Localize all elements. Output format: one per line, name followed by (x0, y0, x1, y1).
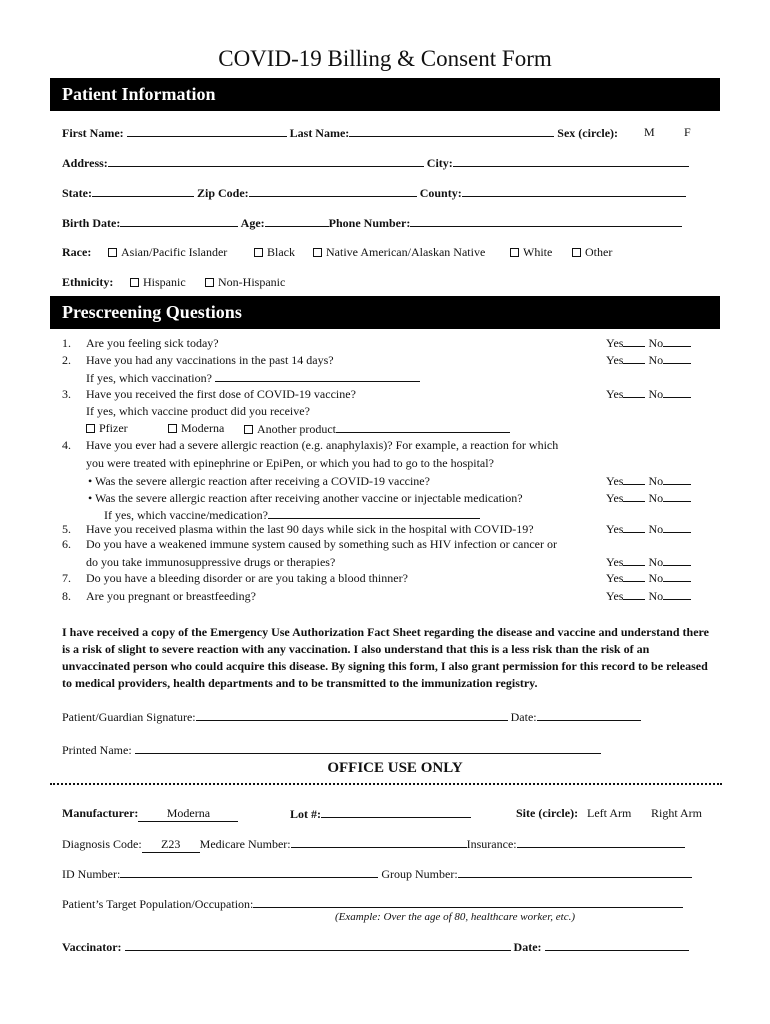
no-blank[interactable] (663, 571, 691, 582)
id-number-row (62, 866, 692, 882)
question-number: 1. (62, 336, 71, 350)
city-label: City: (426, 156, 453, 170)
answer-q1[interactable] (606, 336, 691, 351)
id-number-label: ID Number: (62, 867, 121, 881)
answer-q8[interactable] (606, 589, 691, 604)
diagnosis-field[interactable]: Z23 (142, 837, 200, 853)
ethnicity-option-label: Hispanic (143, 275, 186, 289)
age-field[interactable] (265, 215, 329, 227)
phone-field[interactable] (410, 215, 682, 227)
vaccine-option-label: Another product (257, 422, 336, 436)
yes-label: Yes (606, 491, 624, 505)
question-number: 2. (62, 353, 71, 367)
id-number-field[interactable] (120, 866, 378, 878)
no-label: No (648, 555, 664, 569)
no-label: No (648, 589, 664, 603)
medicare-label: Medicare Number: (199, 837, 291, 851)
question-2: Have you had any vaccinations in the past 14 days? (86, 353, 334, 367)
signature-date-label: Date: (510, 710, 537, 724)
checkbox[interactable] (168, 424, 177, 433)
no-blank[interactable] (663, 474, 691, 485)
yes-blank[interactable] (623, 491, 645, 502)
birth-date-field[interactable] (120, 215, 238, 227)
address-row (62, 155, 689, 171)
target-population-row (62, 896, 683, 912)
printed-name-label: Printed Name: (62, 743, 132, 757)
no-blank[interactable] (663, 336, 691, 347)
yes-blank[interactable] (623, 571, 645, 582)
vaccine-option-label: Moderna (181, 421, 225, 435)
consent-statement: I have received a copy of the Emergency Use Authorization Fact Sheet regarding the disease and vaccine and understand there is a risk of slight to severe reaction with any vaccination. I also understand that this is a less risk than the risk of an unvaccinated person who could acquire this disease. By signing this form, I also grant permission for this record to be released to medical providers, health departments and to be transmitted to the immunization registry. (62, 625, 709, 690)
lot-label: Lot #: (290, 807, 321, 821)
state-field[interactable] (92, 185, 194, 197)
signature-label: Patient/Guardian Signature: (62, 710, 196, 724)
yes-blank[interactable] (623, 387, 645, 398)
checkbox[interactable] (130, 278, 139, 287)
race-option-black[interactable] (254, 245, 295, 260)
no-blank[interactable] (663, 387, 691, 398)
vaccine-option-moderna[interactable] (168, 421, 224, 436)
vaccine-option-pfizer[interactable] (86, 421, 128, 436)
yes-blank[interactable] (623, 336, 645, 347)
race-option-label: Asian/Pacific Islander (121, 245, 228, 259)
checkbox[interactable] (572, 248, 581, 257)
yes-blank[interactable] (623, 589, 645, 600)
no-label: No (648, 353, 664, 367)
county-field[interactable] (462, 185, 686, 197)
age-label: Age: (240, 216, 265, 230)
question-4-followup (104, 507, 480, 523)
question-7: Do you have a bleeding disorder or are you taking a blood thinner? (86, 571, 408, 585)
no-blank[interactable] (663, 589, 691, 600)
race-option-label: White (523, 245, 553, 259)
no-label: No (648, 491, 664, 505)
first-name-row (62, 125, 618, 141)
signature-row (62, 709, 641, 725)
no-blank[interactable] (663, 491, 691, 502)
site-label-text: Site (circle): (516, 806, 579, 820)
printed-name-field[interactable] (135, 742, 601, 754)
race-label: Race: (62, 245, 92, 259)
manufacturer-field[interactable]: Moderna (138, 806, 238, 822)
yes-blank[interactable] (623, 555, 645, 566)
diagnosis-row (62, 836, 685, 853)
site-right-arm[interactable]: Right Arm (651, 806, 703, 820)
manufacturer-row (62, 806, 238, 822)
signature-field[interactable] (196, 709, 508, 721)
yes-label: Yes (606, 589, 624, 603)
phone-label: Phone Number: (328, 216, 411, 230)
vaccinator-date-label: Date: (513, 940, 542, 954)
question-4-bullet-2: • Was the severe allergic reaction after receiving another vaccine or injectable medication? (88, 491, 523, 505)
question-5: Have you received plasma within the last 90 days while sick in the hospital with COVID-19? (86, 522, 534, 536)
zip-label: Zip Code: (197, 186, 249, 200)
question-4-bullet-1: • Was the severe allergic reaction after receiving a COVID-19 vaccine? (88, 474, 430, 488)
sex-label: Sex (circle): (557, 126, 619, 140)
ethnicity-option-hispanic[interactable] (130, 275, 186, 290)
race-option-label: Other (585, 245, 613, 259)
vaccinator-label: Vaccinator: (62, 940, 122, 954)
question-4-line-1: Have you ever had a severe allergic reaction (e.g. anaphylaxis)? For example, a reaction for which (86, 438, 559, 452)
question-8: Are you pregnant or breastfeeding? (86, 589, 256, 603)
question-3: Have you received the first dose of COVID-19 vaccine? (86, 387, 356, 401)
yes-label: Yes (606, 522, 624, 536)
answer-q2[interactable] (606, 353, 691, 368)
lot-row (290, 806, 471, 822)
address-label: Address: (62, 156, 108, 170)
checkbox[interactable] (244, 425, 253, 434)
office-divider (50, 783, 722, 785)
site-label (516, 806, 578, 821)
no-label: No (648, 474, 664, 488)
checkbox[interactable] (205, 278, 214, 287)
question-4-followup-label: If yes, which vaccine/medication? (104, 508, 268, 522)
question-number: 8. (62, 589, 71, 603)
question-number: 6. (62, 537, 71, 551)
race-option-asian[interactable] (108, 245, 227, 260)
sex-f-option[interactable]: F (684, 125, 691, 139)
first-name-field[interactable] (127, 125, 287, 137)
question-number: 3. (62, 387, 71, 401)
answer-q4b[interactable] (606, 491, 691, 506)
answer-q6[interactable] (606, 555, 691, 570)
sex-m-option[interactable]: M (644, 125, 655, 139)
yes-label: Yes (606, 353, 624, 367)
yes-label: Yes (606, 387, 624, 401)
checkbox[interactable] (108, 248, 117, 257)
question-1: Are you feeling sick today? (86, 336, 219, 350)
medication-field[interactable] (268, 507, 480, 519)
birth-date-label: Birth Date: (62, 216, 121, 230)
question-2-followup (86, 370, 420, 386)
office-use-heading: OFFICE USE ONLY (327, 760, 463, 776)
group-number-label: Group Number: (381, 867, 458, 881)
checkbox[interactable] (86, 424, 95, 433)
question-4-bullet-2-text: Was the severe allergic reaction after receiving another vaccine or injectable medication? (94, 491, 523, 505)
race-option-other[interactable] (572, 245, 612, 260)
vaccinator-field[interactable] (125, 939, 511, 951)
target-population-field[interactable] (253, 896, 683, 908)
question-6-line-2: do you take immunosuppressive drugs or therapies? (86, 555, 336, 569)
question-number: 4. (62, 438, 71, 452)
address-field[interactable] (108, 155, 424, 167)
medicare-field[interactable] (291, 836, 467, 848)
answer-q4a[interactable] (606, 474, 691, 489)
manufacturer-label: Manufacturer: (62, 806, 139, 820)
ethnicity-option-label: Non-Hispanic (218, 275, 286, 289)
vaccine-option-another[interactable] (244, 421, 510, 437)
county-label: County: (419, 186, 462, 200)
birth-date-row (62, 215, 682, 231)
vaccine-option-label: Pfizer (99, 421, 128, 435)
form-title: COVID-19 Billing & Consent Form (218, 46, 552, 71)
group-number-field[interactable] (458, 866, 692, 878)
no-blank[interactable] (663, 353, 691, 364)
zip-field[interactable] (249, 185, 417, 197)
no-label: No (648, 387, 664, 401)
patient-information-header: Patient Information (50, 78, 720, 111)
yes-label: Yes (606, 336, 624, 350)
no-blank[interactable] (663, 522, 691, 533)
checkbox[interactable] (510, 248, 519, 257)
vaccination-field[interactable] (215, 370, 420, 382)
no-blank[interactable] (663, 555, 691, 566)
checkbox[interactable] (313, 248, 322, 257)
checkbox[interactable] (254, 248, 263, 257)
another-product-field[interactable] (336, 421, 510, 433)
last-name-field[interactable] (349, 125, 554, 137)
race-option-white[interactable] (510, 245, 552, 260)
yes-blank[interactable] (623, 522, 645, 533)
lot-field[interactable] (321, 806, 471, 818)
question-number: 5. (62, 522, 71, 536)
question-2-followup-label: If yes, which vaccination? (86, 371, 212, 385)
yes-blank[interactable] (623, 474, 645, 485)
race-option-label: Black (267, 245, 295, 259)
printed-name-row (62, 742, 601, 758)
diagnosis-label: Diagnosis Code: (62, 837, 142, 851)
answer-q3[interactable] (606, 387, 691, 402)
prescreening-questions-header: Prescreening Questions (50, 296, 720, 329)
insurance-label: Insurance: (466, 837, 517, 851)
yes-label: Yes (606, 571, 624, 585)
ethnicity-option-non-hispanic[interactable] (205, 275, 285, 290)
first-name-label: First Name: (62, 126, 124, 140)
question-3-followup: If yes, which vaccine product did you receive? (86, 404, 310, 418)
city-field[interactable] (453, 155, 689, 167)
signature-date-field[interactable] (537, 709, 641, 721)
answer-q5[interactable] (606, 522, 691, 537)
no-label: No (648, 336, 664, 350)
target-population-label: Patient’s Target Population/Occupation: (62, 897, 254, 911)
last-name-label: Last Name: (289, 126, 350, 140)
yes-blank[interactable] (623, 353, 645, 364)
vaccinator-date-field[interactable] (545, 939, 689, 951)
question-4-bullet-1-text: Was the severe allergic reaction after receiving a COVID-19 vaccine? (94, 474, 430, 488)
state-row (62, 185, 686, 201)
race-option-label: Native American/Alaskan Native (326, 245, 486, 259)
target-population-example: (Example: Over the age of 80, healthcare worker, etc.) (335, 911, 575, 923)
question-6-line-1: Do you have a weakened immune system caused by something such as HIV infection or cancer or (86, 537, 557, 551)
yes-label: Yes (606, 555, 624, 569)
vaccinator-row (62, 939, 689, 955)
state-label: State: (62, 186, 92, 200)
no-label: No (648, 571, 664, 585)
ethnicity-label: Ethnicity: (62, 275, 114, 289)
insurance-field[interactable] (517, 836, 685, 848)
answer-q7[interactable] (606, 571, 691, 586)
question-4-line-2: you were treated with epinephrine or EpiPen, or which you had to go to the hospital? (86, 456, 494, 470)
site-left-arm[interactable]: Left Arm (587, 806, 632, 820)
no-label: No (648, 522, 664, 536)
race-option-native-american[interactable] (313, 245, 485, 260)
question-number: 7. (62, 571, 71, 585)
yes-label: Yes (606, 474, 624, 488)
